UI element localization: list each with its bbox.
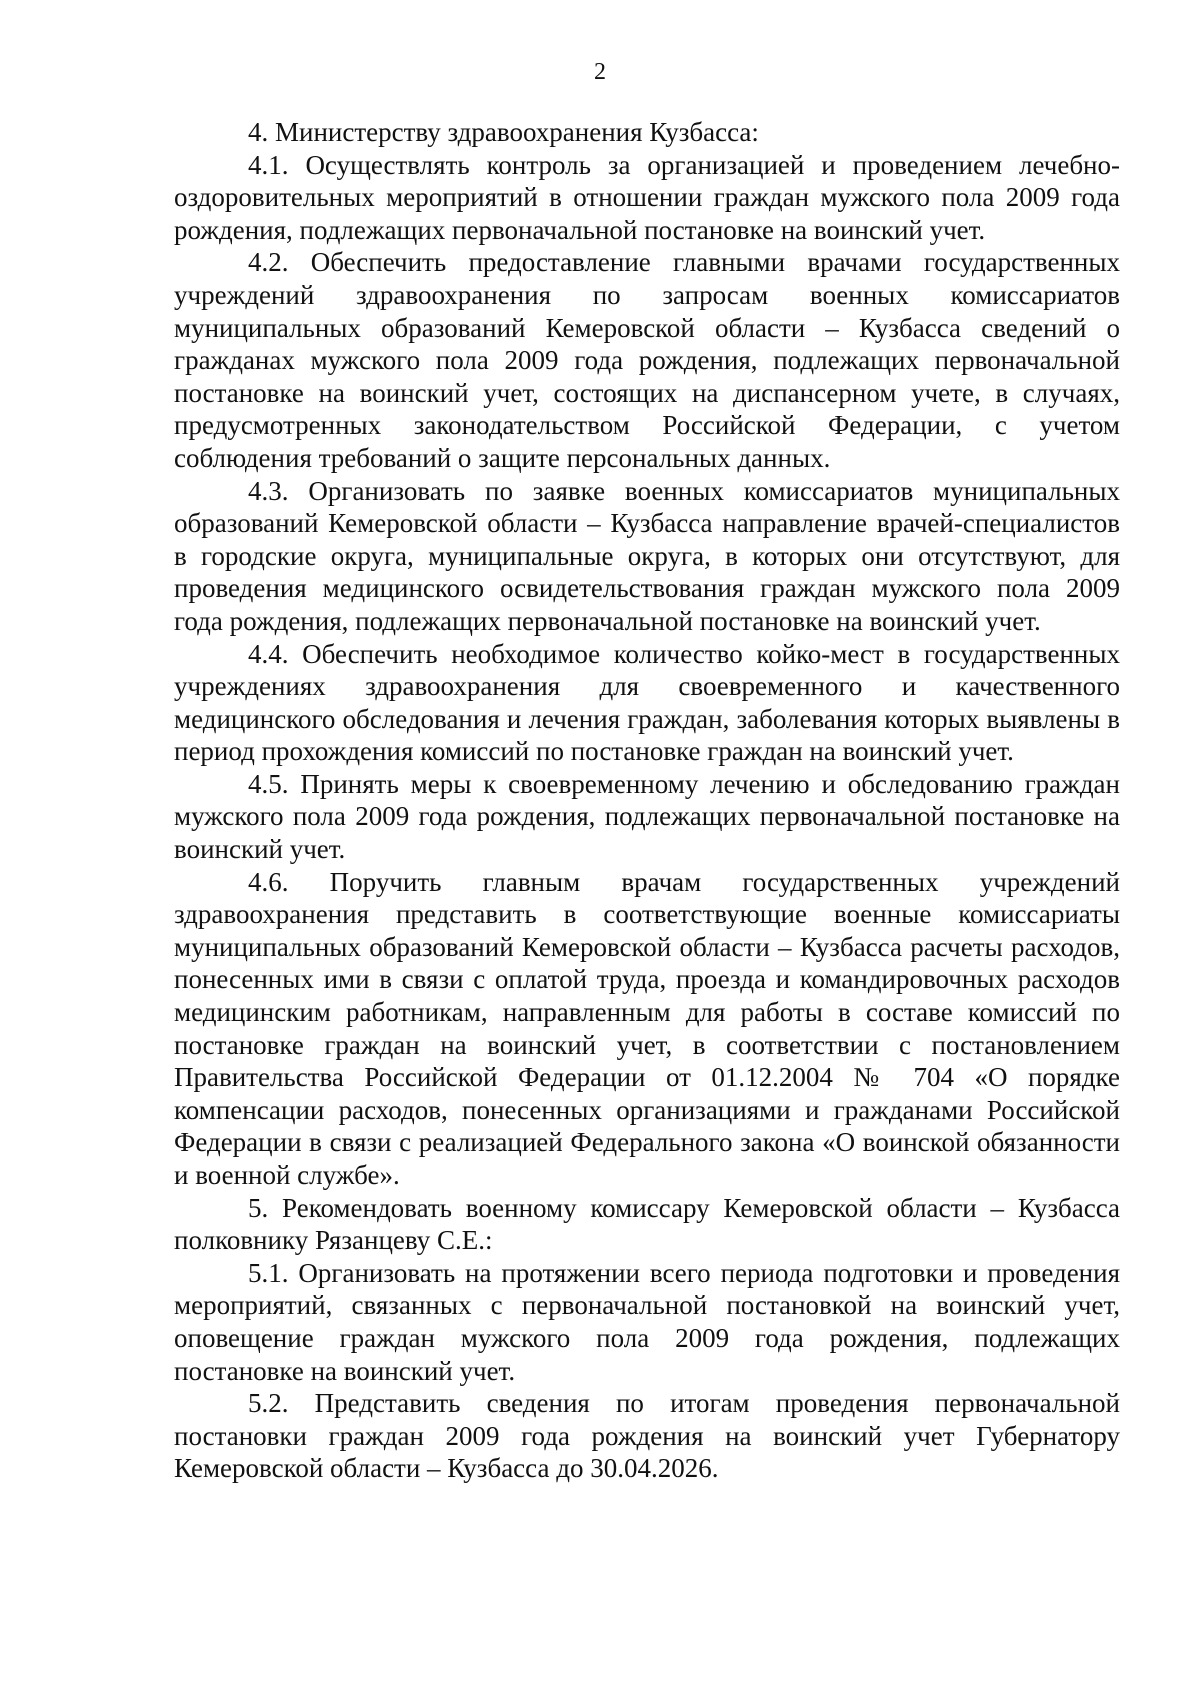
page-number: 2: [594, 59, 606, 85]
paragraph-5-2: 5.2. Представить сведения по итогам проведения первоначальной постановки граждан 2009 года рождения на воинский учет Губернатору Кемеровской области – Кузбасса до 30.04.2026.: [174, 1388, 1120, 1484]
paragraph-5-1: 5.1. Организовать на протяжении всего периода подготовки и проведения мероприятий, связанных с первоначальной постановкой на воинский учет, оповещение граждан мужского пола 2009 года рождения, подлежащих постановке на воинский учет.: [174, 1257, 1120, 1386]
paragraph-4-5: 4.5. Принять меры к своевременному лечению и обследованию граждан мужского пола 2009 года рождения, подлежащих первоначальной постановке на воинский учет.: [174, 768, 1120, 865]
paragraph-4-3: 4.3. Организовать по заявке военных комиссариатов муниципальных образований Кемеровской области – Кузбасса направление врачей-специалистов в городские округа, муниципальные округа, в которых они отсутствуют, для проведения медицинского освидетельствования граждан мужского пола 2009 года рождения, подлежащих первоначальной постановке на воинский учет.: [174, 475, 1120, 636]
paragraph-4-1: 4.1. Осуществлять контроль за организацией и проведением лечебно-оздоровительных мероприятий в отношении граждан мужского пола 2009 года рождения, подлежащих первоначальной постановке на воинский учет.: [174, 149, 1120, 245]
paragraph-4-4: 4.4. Обеспечить необходимое количество койко-мест в государственных учреждениях здравоохранения для своевременного и качественного медицинского обследования и лечения граждан, заболевания которых выявлены в период прохождения комиссий по постановке граждан на воинский учет.: [174, 638, 1120, 767]
paragraph-4: 4. Министерству здравоохранения Кузбасса:: [248, 117, 759, 147]
document-body: [174, 116, 1120, 1485]
paragraph-4-2: 4.2. Обеспечить предоставление главными врачами государственных учреждений здравоохранения по запросам военных комиссариатов муниципальных образований Кемеровской области – Кузбасса сведений о гражданах мужского пола 2009 года рождения, подлежащих первоначальной постановке на воинский учет, состоящих на диспансерном учете, в случаях, предусмотренных законодательством Российской Федерации, с учетом соблюдения требований о защите персональных данных.: [174, 247, 1120, 473]
paragraph-4-6: 4.6. Поручить главным врачам государственных учреждений здравоохранения представить в соответствующие военные комиссариаты муниципальных образований Кемеровской области – Кузбасса расчеты расходов, понесенных ими в связи с оплатой труда, проезда и командировочных расходов медицинским работникам, направленным для работы в составе комиссий по постановке граждан на воинский учет, в соответствии с постановлением Правительства Российской Федерации от 01.12.2004 № 704 «О порядке компенсации расходов, понесенных организациями и гражданами Российской Федерации в связи с реализацией Федерального закона «О воинской обязанности и военной службе».: [174, 866, 1120, 1190]
paragraph-5: 5. Рекомендовать военному комиссару Кемеровской области – Кузбасса полковнику Рязанцеву С.Е.:: [174, 1192, 1120, 1256]
